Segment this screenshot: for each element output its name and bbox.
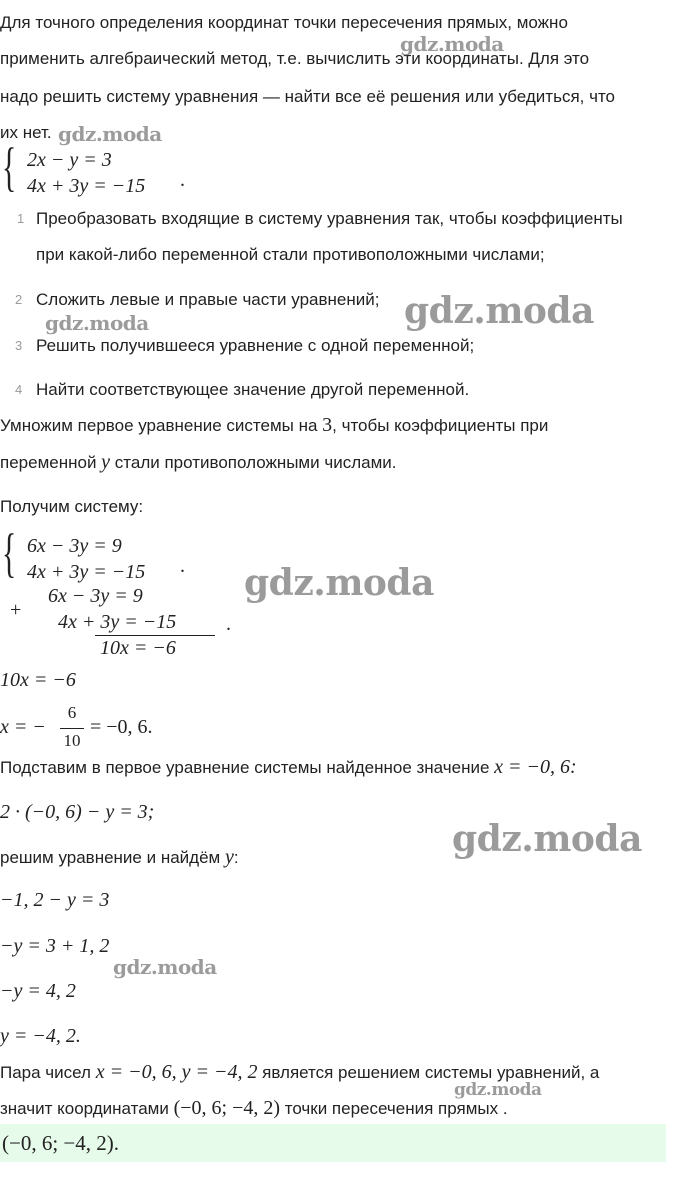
watermark-6: gdz.moda (452, 818, 642, 860)
system-2-eq-2: 4x + 3y = −15 (27, 561, 146, 583)
get-system-text: Получим систему: (0, 497, 144, 516)
watermark-8: gdz.moda (454, 1080, 542, 1100)
intro-line-3: надо решить систему уравнения — найти все её решения или убедиться, что (0, 87, 616, 106)
step-1-text-2: при какой-либо переменной стали противоположными числами; (36, 245, 545, 264)
watermark-3: gdz.moda (404, 290, 594, 332)
system-1-brace: { (2, 137, 17, 197)
multiply-number: 3 (322, 414, 333, 436)
watermark-4: gdz.moda (45, 311, 149, 335)
solve-text: решим уравнение и найдём (0, 848, 225, 867)
addition-dot: . (226, 613, 231, 635)
addition-plus: + (10, 599, 22, 621)
intro-line-1: Для точного определения координат точки пересечения прямых, можно (0, 13, 568, 32)
system-1-eq-2: 4x + 3y = −15 (27, 175, 146, 197)
calc-substitution: 2 · (−0, 6) − y = 3; (0, 801, 155, 823)
multiply-line-2 (0, 451, 396, 474)
calc-step-2: −y = 3 + 1, 2 (0, 935, 110, 957)
system-1-eq-1: 2x − y = 3 (27, 149, 112, 171)
step-2-text: Сложить левые и правые части уравнений; (36, 290, 380, 309)
multiply-variable: y (101, 451, 111, 473)
system-2-brace: { (2, 523, 17, 583)
conclusion-text-c: значит координатами (0, 1099, 174, 1118)
watermark-1: gdz.moda (400, 32, 504, 56)
intro-line-2: применить алгебраический метод, т.е. вычислить эти координаты. Для это (0, 49, 590, 68)
answer-text: (−0, 6; −4, 2). (2, 1131, 120, 1155)
addition-row-2: 4x + 3y = −15 (58, 611, 177, 633)
step-1-number: 1 (17, 211, 25, 226)
conclusion-math-2: (−0, 6; −4, 2) (173, 1097, 281, 1119)
calc-step-1: −1, 2 − y = 3 (0, 889, 110, 911)
conclusion-text-d: точки пересечения прямых . (280, 1099, 508, 1118)
addition-result: 10x = −6 (100, 637, 176, 659)
conclusion-text-b: является решением системы уравнений, а (257, 1063, 600, 1082)
calc-step-4: y = −4, 2. (0, 1025, 81, 1047)
system-2-dot: . (180, 555, 185, 577)
conclusion-line-2 (0, 1097, 508, 1120)
conclusion-text-a: Пара чисел (0, 1063, 96, 1082)
system-1-dot: . (180, 169, 185, 191)
substitute-math: x = −0, 6: (494, 756, 577, 778)
multiply-text-c: переменной (0, 453, 102, 472)
calc-step-3: −y = 4, 2 (0, 980, 76, 1002)
solve-colon: : (233, 848, 239, 867)
watermark-7: gdz.moda (113, 955, 217, 979)
step-1-text-1: Преобразовать входящие в систему уравнения так, чтобы коэффициенты (36, 209, 623, 228)
calc-x-fraction-bar (60, 728, 84, 729)
calc-10x: 10x = −6 (0, 669, 76, 691)
substitute-line (0, 756, 577, 779)
step-3-number: 3 (15, 338, 23, 353)
step-4-text: Найти соответствующее значение другой переменной. (36, 380, 470, 399)
solve-variable: y (224, 846, 234, 868)
conclusion-math-1: x = −0, 6, y = −4, 2 (95, 1061, 258, 1083)
step-2-number: 2 (15, 292, 23, 307)
multiply-text-b: , чтобы коэффициенты при (332, 416, 549, 435)
calc-x-fraction-den: 10 (63, 731, 81, 750)
solve-line (0, 846, 239, 869)
calc-x-lhs: x = − (0, 716, 46, 738)
system-2-eq-1: 6x − 3y = 9 (27, 535, 122, 557)
watermark-5: gdz.moda (244, 562, 434, 604)
multiply-text-a: Умножим первое уравнение системы на (0, 416, 323, 435)
multiply-line-1 (0, 414, 548, 437)
calc-x-fraction-num: 6 (67, 703, 77, 722)
multiply-text-d: стали противоположными числами. (110, 453, 397, 472)
addition-row-1: 6x − 3y = 9 (48, 585, 143, 607)
answer-box (0, 1124, 666, 1162)
calc-x-rhs: = −0, 6. (90, 716, 153, 738)
calc-x-fraction-row (0, 703, 200, 750)
watermark-2: gdz.moda (58, 122, 162, 146)
substitute-text: Подставим в первое уравнение системы найденное значение (0, 758, 495, 777)
step-3-text: Решить получившееся уравнение с одной переменной; (36, 336, 475, 355)
intro-line-4: их нет. (0, 123, 52, 142)
step-4-number: 4 (15, 382, 23, 397)
